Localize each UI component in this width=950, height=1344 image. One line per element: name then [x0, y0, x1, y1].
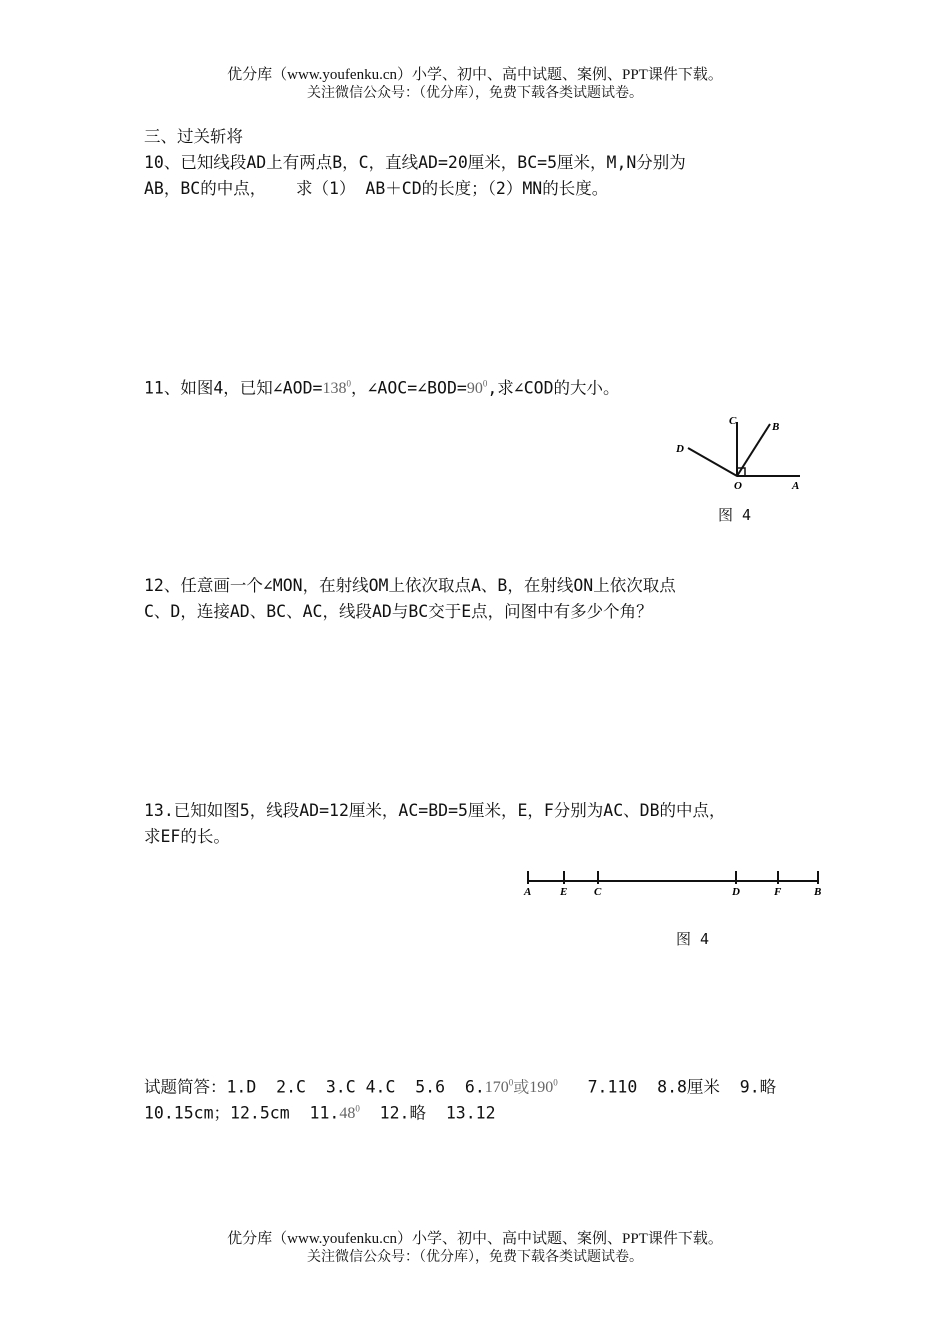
page-header — [0, 66, 950, 102]
footer-line-2: 关注微信公众号：（优分库），免费下载各类试题试卷。 — [307, 1249, 643, 1265]
question-12-line-1: 12、任意画一个∠MON，在射线OM上依次取点A、B，在射线ON上依次取点 — [144, 576, 676, 595]
degree-mark: 0 — [482, 379, 488, 389]
segment-point-b: B — [814, 886, 822, 898]
question-12-line-2: C、D，连接AD、BC、AC，线段AD与BC交于E点，问图中有多少个角？ — [144, 602, 653, 621]
q11-prefix: 11、如图4，已知∠AOD= — [144, 378, 323, 398]
answer-6-value-2: $190^0$ — [529, 1078, 558, 1097]
question-13-line-2: 求EF的长。 — [144, 827, 230, 846]
segment-point-d: D — [732, 886, 740, 898]
segment-point-f: F — [774, 886, 782, 898]
question-13-line-1: 13.已知如图5，线段AD=12厘米，AC=BD=5厘米，E，F分别为AC、DB的中点， — [144, 801, 726, 820]
answer-6-value-1: $170^0$ — [484, 1078, 514, 1097]
figure-4-angles — [668, 408, 818, 498]
fig4-label-a: A — [792, 480, 800, 492]
answers-line-2: 10.15cm；12.5cm 11.48$^0$ 12.略 13.12 — [144, 1103, 496, 1123]
answer-6-or: 或 — [513, 1079, 530, 1097]
answers-line-1: 试题简答：1.D 2.C 3.C 4.C 5.6 6.170$^0$或$190^0$ 7.110 8.8厘米 9.略 — [144, 1077, 777, 1097]
figure-4-caption: 图 4 — [718, 506, 752, 524]
fig4-label-c: C — [729, 415, 737, 427]
question-11 — [144, 371, 620, 402]
fig4-label-o: O — [734, 480, 742, 492]
answer-11-value: $48^0$ — [339, 1104, 360, 1123]
segment-point-e: E — [560, 886, 568, 898]
page-footer — [0, 1230, 950, 1266]
fig4-label-b: B — [772, 421, 780, 433]
fig4-label-d: D — [676, 443, 684, 455]
segment-point-c: C — [594, 886, 602, 898]
header-line-2: 关注微信公众号：（优分库），免费下载各类试题试卷。 — [307, 85, 643, 101]
section-title: 三、过关斩将 — [144, 127, 243, 146]
q11-mid: ，∠AOC=∠BOD= — [350, 378, 467, 398]
q11-angle-90: $90^0$ — [466, 379, 488, 398]
figure-segment-caption: 图 4 — [676, 930, 710, 948]
header-line-1: 优分库（www.youfenku.cn）小学、初中、高中试题、案例、PPT课件下载。 — [227, 67, 723, 83]
q11-suffix: ,求∠COD的大小。 — [487, 378, 620, 398]
segment-point-a: A — [524, 886, 532, 898]
figure-segment-ab — [518, 862, 830, 900]
q11-angle-138: $138^0$ — [322, 379, 351, 398]
degree-mark: 0 — [346, 379, 351, 389]
question-10-line-1: 10、已知线段AD上有两点B，C，直线AD=20厘米，BC=5厘米，M,N分别为 — [144, 153, 686, 172]
footer-line-1: 优分库（www.youfenku.cn）小学、初中、高中试题、案例、PPT课件下载。 — [227, 1231, 723, 1247]
question-10-line-2: AB，BC的中点， 求（1） AB＋CD的长度；（2）MN的长度。 — [144, 179, 609, 198]
